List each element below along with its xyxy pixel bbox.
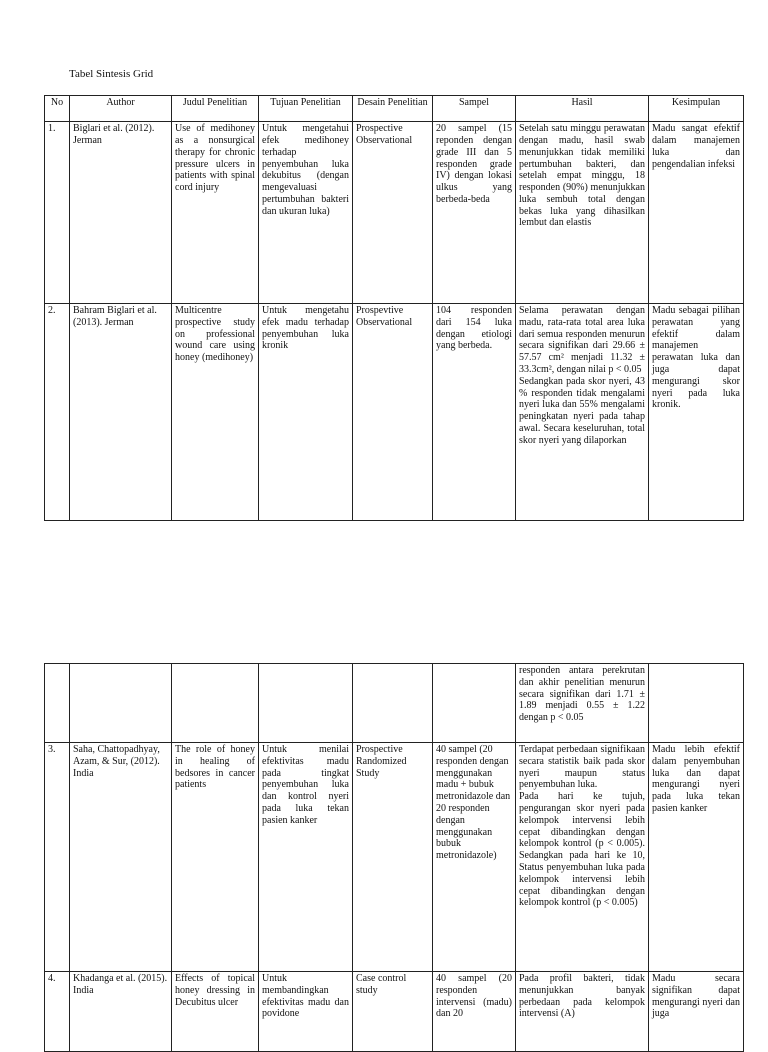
cell-tujuan: Untuk membandingkan efektivitas madu dan povidone <box>259 972 353 1052</box>
table-title: Tabel Sintesis Grid <box>69 68 154 80</box>
cell-hasil: Setelah satu minggu perawatan dengan madu, hasil swab menunjukkan tidak memiliki pertumbuhan bakteri, dan setelah empat minggu, 18 responden (90%) menunjukkan luka sembuh total dengan bekas luka yang dihasilkan lembut dan elastis <box>516 122 649 304</box>
table-row <box>45 303 744 520</box>
cell-no: 3. <box>45 743 70 972</box>
cell-judul: Use of medihoney as a nonsurgical therapy for chronic pressure ulcers in patients with spinal cord injury <box>172 122 259 304</box>
header-desain: Desain Penelitian <box>353 96 433 122</box>
cell-author: Khadanga et al. (2015). India <box>70 972 172 1052</box>
hasil-paragraph: Selama perawatan dengan madu, rata-rata total area luka dari semua responden menurun secara signifikan dari 29.66 ± 57.57 cm² menjadi 11.32 ± 33.3cm², dengan nilai p < 0.05 <box>519 304 645 375</box>
cell-no: 2. <box>45 303 70 520</box>
cell-kesimpulan: Madu sebagai pilihan perawatan yang efektif dalam manajemen perawatan luka dan juga dapat mengurangi skor nyeri pada luka kronik. <box>649 303 744 520</box>
hasil-paragraph: Sedangkan pada skor nyeri, 43 % responden tidak mengalami nyeri luka dan 55% mengalami peningkatan nyeri pada tahap awal. Secara keseluruhan, total skor nyeri yang dilaporkan <box>519 375 645 446</box>
cell-desain: Prospective Observational <box>353 122 433 304</box>
cell-tujuan: Untuk mengetahui efek medihoney terhadap penyembuhan luka dekubitus (dengan mengevaluasi pertumbuhan bakteri dan ukuran luka) <box>259 122 353 304</box>
cell-sampel: 40 sampel (20 responden intervensi (madu) dan 20 <box>433 972 516 1052</box>
cell-sampel: 20 sampel (15 reponden dengan grade III dan 5 responden grade IV) dengan lokasi ulkus yang berbeda-beda <box>433 122 516 304</box>
cell-kesimpulan: Madu lebih efektif dalam penyembuhan luka dan dapat mengurangi nyeri pada luka tekan pasien kanker <box>649 743 744 972</box>
synthesis-table-page-2 <box>44 663 744 1052</box>
hasil-paragraph: Pada hari ke tujuh, pengurangan skor nyeri pada kelompok intervensi lebih cepat dibandingkan dengan kelompok kontrol (p < 0.005). Sedangkan pada hari ke 10, Status penyembuhan luka pada kelompok intervensi lebih cepat dibandingkan dengan kelompok kontrol (p < 0.005) <box>519 791 645 909</box>
header-kesimpulan: Kesimpulan <box>649 96 744 122</box>
cell-desain: Prospective Randomized Study <box>353 743 433 972</box>
cell-desain: Prospevtive Observational <box>353 303 433 520</box>
cell-tujuan: Untuk menilai efektivitas madu pada tingkat penyembuhan luka dan kontrol nyeri pada luka tekan pasien kanker <box>259 743 353 972</box>
cell-hasil: Pada profil bakteri, tidak menunjukkan banyak perbedaan pada kelompok intervensi (A) <box>516 972 649 1052</box>
cell-sampel: 104 responden dari 154 luka dengan etiologi yang berbeda. <box>433 303 516 520</box>
header-no: No <box>45 96 70 122</box>
cell-no: 4. <box>45 972 70 1052</box>
header-judul: Judul Penelitian <box>172 96 259 122</box>
header-row <box>45 96 744 122</box>
cell-tujuan: Untuk mengetahu efek madu terhadap penyembuhan luka kronik <box>259 303 353 520</box>
cell-sampel: 40 sampel (20 responden dengan menggunakan madu + bubuk metronidazole dan 20 responden dengan menggunakan bubuk metronidazole) <box>433 743 516 972</box>
header-hasil: Hasil <box>516 96 649 122</box>
cell-hasil-continued: responden antara perekrutan dan akhir penelitian menurun secara signifikan dari 1.71 ± 1.89 menjadi 0.55 ± 1.22 dengan p < 0.05 <box>516 664 649 743</box>
cell-desain: Case control study <box>353 972 433 1052</box>
cell-judul: The role of honey in healing of bedsores in cancer patients <box>172 743 259 972</box>
cell-judul: Multicentre prospective study on professional wound care using honey (medihoney) <box>172 303 259 520</box>
header-tujuan: Tujuan Penelitian <box>259 96 353 122</box>
continuation-row <box>45 664 744 743</box>
hasil-paragraph: Terdapat perbedaan signifikaan secara statistik baik pada skor nyeri maupun status penyembuhan luka. <box>519 744 645 791</box>
header-author: Author <box>70 96 172 122</box>
cell-no: 1. <box>45 122 70 304</box>
synthesis-table-page-1 <box>44 95 744 521</box>
cell-judul: Effects of topical honey dressing in Decubitus ulcer <box>172 972 259 1052</box>
cell-kesimpulan: Madu secara signifikan dapat mengurangi nyeri dan juga <box>649 972 744 1052</box>
table-row <box>45 743 744 972</box>
cell-hasil <box>516 303 649 520</box>
cell-author: Bahram Biglari et al. (2013). Jerman <box>70 303 172 520</box>
cell-kesimpulan: Madu sangat efektif dalam manajemen luka dan pengendalian infeksi <box>649 122 744 304</box>
table-row <box>45 972 744 1052</box>
header-sampel: Sampel <box>433 96 516 122</box>
table-row <box>45 122 744 304</box>
cell-hasil <box>516 743 649 972</box>
cell-author: Saha, Chattopadhyay, Azam, & Sur, (2012). India <box>70 743 172 972</box>
cell-author: Biglari et al. (2012). Jerman <box>70 122 172 304</box>
